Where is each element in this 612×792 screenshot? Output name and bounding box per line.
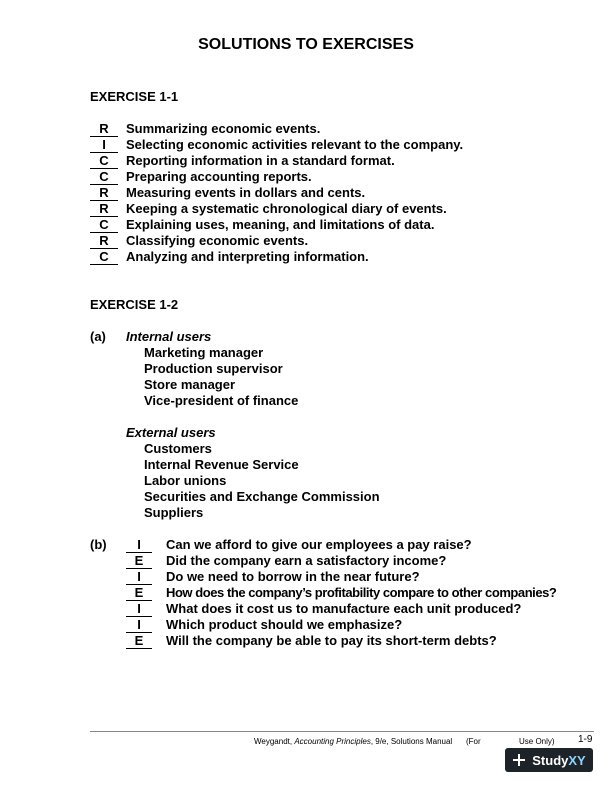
list-item: Securities and Exchange Commission bbox=[144, 489, 380, 504]
part-b-list bbox=[126, 537, 557, 649]
item-text: Classifying economic events. bbox=[126, 233, 309, 248]
answer-blank: R bbox=[90, 234, 118, 249]
list-item: Marketing manager bbox=[144, 345, 264, 360]
badge-brand-main: Study bbox=[532, 752, 569, 768]
answer-blank: I bbox=[126, 602, 152, 617]
external-users-heading: External users bbox=[126, 425, 216, 440]
list-item: Vice-president of finance bbox=[144, 393, 299, 408]
answer-blank: R bbox=[90, 202, 118, 217]
list-item bbox=[90, 201, 447, 217]
list-item: Store manager bbox=[144, 377, 236, 392]
part-a-label: (a) bbox=[90, 329, 106, 344]
exercise-1-1-list bbox=[90, 121, 464, 265]
footer-edition: , 9/e, Solutions Manual bbox=[370, 737, 453, 746]
question-text: Do we need to borrow in the near future? bbox=[166, 569, 420, 584]
part-b-label: (b) bbox=[90, 537, 107, 552]
list-item bbox=[90, 249, 369, 265]
list-item bbox=[90, 121, 321, 137]
answer-blank: C bbox=[90, 154, 118, 169]
list-item bbox=[90, 185, 366, 201]
item-text: Explaining uses, meaning, and limitations of data. bbox=[126, 217, 435, 232]
studyxy-badge[interactable] bbox=[505, 748, 593, 772]
badge-brand-accent: XY bbox=[568, 752, 586, 768]
footer-for-text: (For bbox=[466, 737, 481, 746]
answer-blank: E bbox=[126, 554, 152, 569]
list-item bbox=[126, 633, 497, 649]
page-title: SOLUTIONS TO EXERCISES bbox=[198, 36, 414, 53]
answer-blank: I bbox=[126, 538, 152, 553]
answer-blank: I bbox=[126, 570, 152, 585]
list-item bbox=[90, 153, 395, 169]
list-item: Production supervisor bbox=[144, 361, 283, 376]
external-users-list bbox=[144, 441, 380, 521]
question-text: Which product should we emphasize? bbox=[166, 617, 403, 632]
answer-blank: C bbox=[90, 250, 118, 265]
plus-icon bbox=[512, 753, 526, 767]
question-text: Did the company earn a satisfactory income? bbox=[166, 553, 447, 568]
answer-blank: I bbox=[126, 618, 152, 633]
answer-blank: R bbox=[90, 122, 118, 137]
list-item bbox=[126, 553, 447, 569]
list-item bbox=[126, 569, 420, 585]
answer-blank: E bbox=[126, 634, 152, 649]
question-text: What does it cost us to manufacture each unit produced? bbox=[166, 601, 522, 616]
question-text: How does the company’s profitability compare to other companies? bbox=[166, 585, 557, 600]
answer-blank: C bbox=[90, 218, 118, 233]
answer-blank: R bbox=[90, 186, 118, 201]
footer-citation bbox=[254, 737, 452, 746]
list-item bbox=[90, 169, 312, 185]
list-item bbox=[126, 585, 557, 601]
item-text: Selecting economic activities relevant to the company. bbox=[126, 137, 464, 152]
internal-users-heading: Internal users bbox=[126, 329, 212, 344]
badge-label bbox=[532, 753, 585, 768]
list-item bbox=[126, 537, 472, 553]
question-text: Will the company be able to pay its short-term debts? bbox=[166, 633, 497, 648]
internal-users-list bbox=[144, 345, 298, 409]
list-item bbox=[90, 233, 309, 249]
page-number: 1-9 bbox=[578, 734, 593, 745]
list-item: Labor unions bbox=[144, 473, 227, 488]
answer-blank: I bbox=[90, 138, 118, 153]
list-item bbox=[126, 601, 522, 617]
list-item bbox=[90, 137, 464, 153]
list-item: Internal Revenue Service bbox=[144, 457, 299, 472]
item-text: Analyzing and interpreting information. bbox=[126, 249, 369, 264]
list-item: Customers bbox=[144, 441, 212, 456]
item-text: Preparing accounting reports. bbox=[126, 169, 312, 184]
item-text: Summarizing economic events. bbox=[126, 121, 321, 136]
list-item bbox=[90, 217, 435, 233]
list-item bbox=[126, 617, 403, 633]
question-text: Can we afford to give our employees a pay raise? bbox=[166, 537, 472, 552]
exercise-1-1-heading: EXERCISE 1-1 bbox=[90, 89, 179, 104]
footer-use-only: Use Only) bbox=[519, 737, 555, 746]
answer-blank: E bbox=[126, 586, 152, 601]
list-item: Suppliers bbox=[144, 505, 204, 520]
answer-blank: C bbox=[90, 170, 118, 185]
item-text: Measuring events in dollars and cents. bbox=[126, 185, 366, 200]
footer-divider bbox=[90, 731, 594, 732]
footer-book-title: Accounting Principles bbox=[294, 737, 371, 746]
footer-author: Weygandt, bbox=[254, 737, 295, 746]
item-text: Keeping a systematic chronological diary of events. bbox=[126, 201, 447, 216]
exercise-1-2-heading: EXERCISE 1-2 bbox=[90, 297, 179, 312]
item-text: Reporting information in a standard format. bbox=[126, 153, 395, 168]
